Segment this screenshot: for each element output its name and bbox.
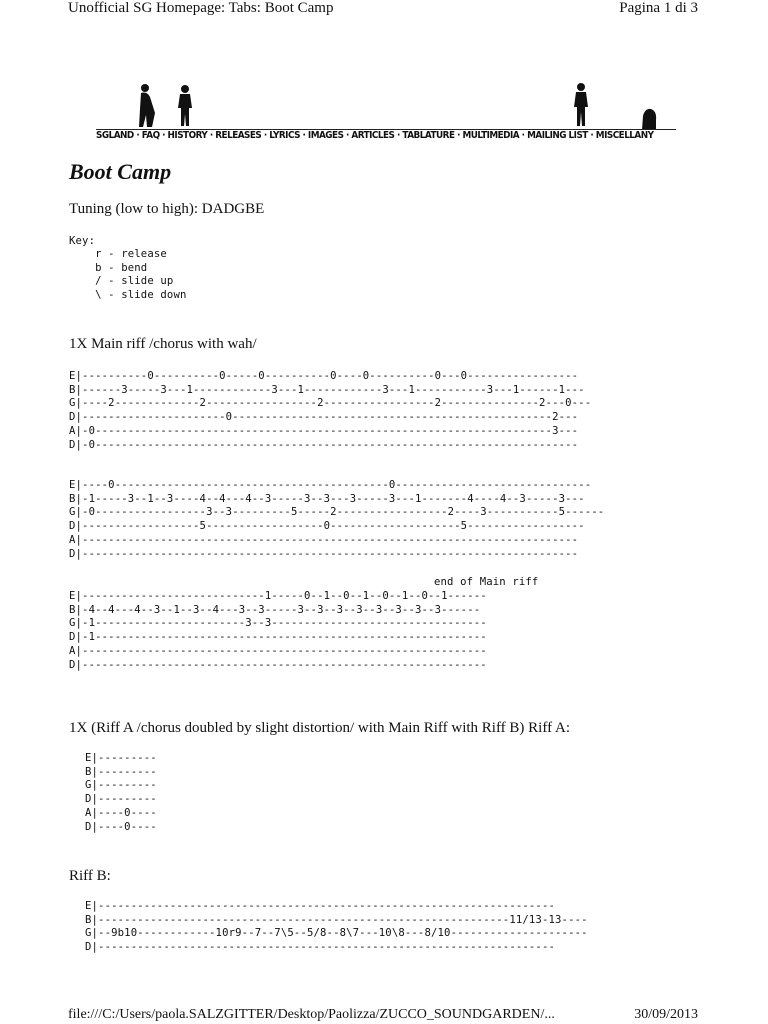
nav-separator: · — [343, 130, 352, 141]
nav-sgland[interactable]: SGLAND — [96, 130, 134, 141]
footer-date: 30/09/2013 — [634, 1007, 698, 1022]
section-riff-b-heading: Riff B: — [69, 868, 111, 884]
nav-separator: · — [394, 130, 403, 141]
nav-separator: · — [454, 130, 463, 141]
footer-file-path: file:///C:/Users/paola.SALZGITTER/Desktop/Paolizza/ZUCCO_SOUNDGARDEN/... — [68, 1007, 555, 1022]
nav-lyrics[interactable]: LYRICS — [269, 130, 300, 141]
nav-separator: · — [133, 130, 142, 141]
nav-separator: · — [159, 130, 168, 141]
tab-block-riff-a: E|--------- B|--------- G|--------- D|--------- A|----0---- D|----0---- — [85, 752, 157, 833]
tab-block-main-riff-1: E|----------0----------0-----0----------0----0----------0---0----------------- B|------3-----3---1------------3---1------------3---1-----------3---1------1--- G|----2-------------2-----------------2-----------------2---------------2---0--- D|----------------------0-------------------------------------------------2--- A|-0----------------------------------------------------------------------3--- D|-0-------------------------------------------------------------------------- — [69, 370, 592, 451]
section-riff-a-heading: 1X (Riff A /chorus doubled by slight distortion/ with Main Riff with Riff B) Riff A: — [69, 720, 570, 736]
nav-faq[interactable]: FAQ — [141, 130, 160, 141]
nav-separator: · — [261, 130, 270, 141]
person-silhouette-icon — [136, 83, 158, 129]
nav-separator: · — [519, 130, 528, 141]
nav-history[interactable]: HISTORY — [167, 130, 208, 141]
person-silhouette-icon — [177, 84, 193, 128]
key-legend: Key: r - release b - bend / - slide up \ - slide down — [69, 235, 187, 301]
tuning-text: Tuning (low to high): DADGBE — [69, 201, 265, 217]
tab-block-main-riff-3: E|----------------------------1-----0--1--0--1--0--1--0--1------ B|-4--4---4--3--1--3--4---3--3-----3--3--3--3--3--3--3--3------ G|-1-----------------------3--3--------------------------------- D|-1------------------------------------------------------------ A|-------------------------------------------------------------- D|-------------------------------------------------------------- — [69, 590, 487, 671]
page-number: Pagina 1 di 3 — [619, 0, 698, 16]
nav-separator: · — [299, 130, 308, 141]
nav-images[interactable]: IMAGES — [307, 130, 344, 141]
tab-block-main-riff-2: E|----0------------------------------------------0------------------------------ B|-1-----3--1--3----4--4---4--3-----3--3---3-----3---1-------4----4--3-----3--- G|-0-----------------3--3---------5-----2-----------------2----3-----------5------ D|------------------5------------------0--------------------5------------------ A|---------------------------------------------------------------------------- D|---------------------------------------------------------------------------- — [69, 479, 605, 560]
page-title: Boot Camp — [69, 159, 172, 184]
nav-releases[interactable]: RELEASES — [215, 130, 262, 141]
nav-separator: · — [207, 130, 216, 141]
site-nav — [96, 130, 654, 141]
nav-miscellany[interactable]: MISCELLANY — [595, 130, 654, 141]
nav-tablature[interactable]: TABLATURE — [402, 130, 455, 141]
nav-multimedia[interactable]: MULTIMEDIA — [462, 130, 520, 141]
nav-articles[interactable]: ARTICLES — [351, 130, 395, 141]
nav-mailing-list[interactable]: MAILING LIST — [527, 130, 588, 141]
header-title: Unofficial SG Homepage: Tabs: Boot Camp — [68, 0, 334, 16]
crouching-figure-icon — [640, 106, 658, 130]
section-main-riff-heading: 1X Main riff /chorus with wah/ — [69, 336, 257, 352]
nav-separator: · — [587, 130, 596, 141]
end-main-riff-label: end of Main riff — [434, 576, 539, 588]
tab-block-riff-b: E|---------------------------------------------------------------------- B|---------------------------------------------------------------11/13-13---- G|--9b10------------10r9--7--7\5--5/8--8\7---10\8---8/10--------------------- D|---------------------------------------------------------------------- — [85, 900, 588, 954]
person-silhouette-icon — [573, 82, 589, 128]
site-banner — [96, 80, 676, 150]
